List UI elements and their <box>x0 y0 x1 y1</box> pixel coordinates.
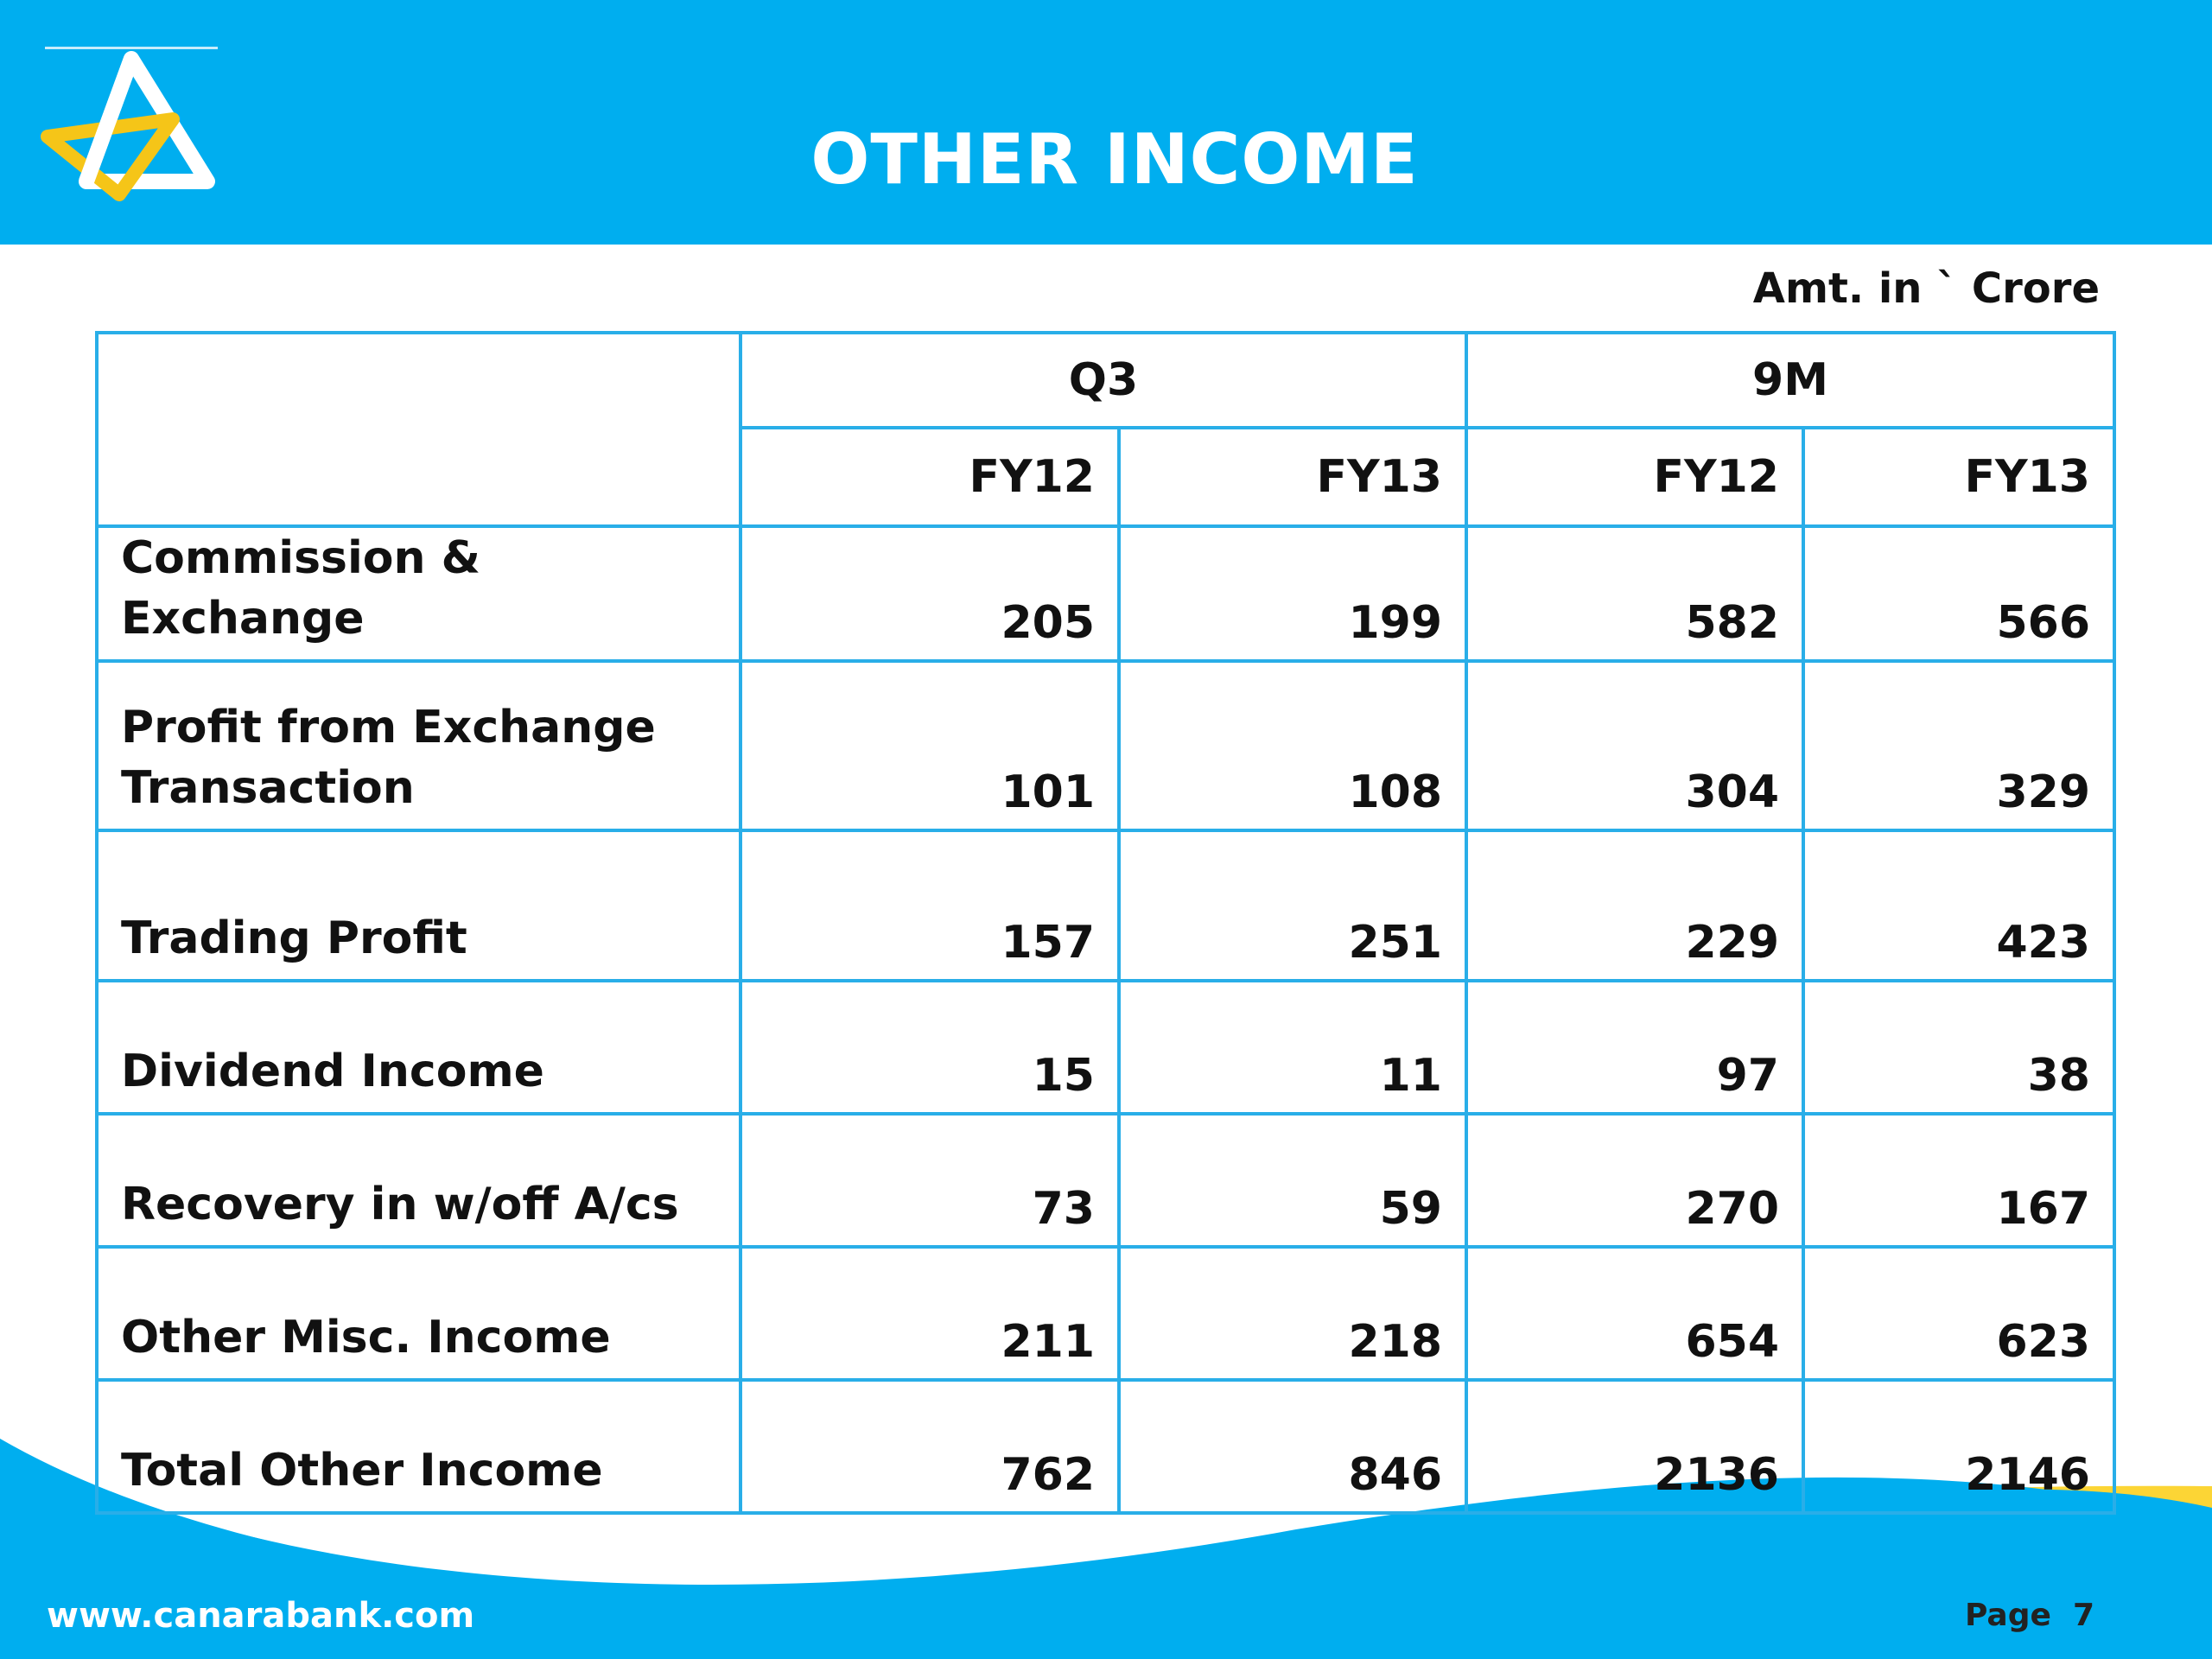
cell-value: 566 <box>1803 526 2114 661</box>
table-row <box>97 1114 2114 1247</box>
cell-value: 423 <box>1803 830 2114 981</box>
cell-value: 270 <box>1466 1114 1803 1247</box>
row-label: Total Other Income <box>97 1380 741 1513</box>
cell-value: 2136 <box>1466 1380 1803 1513</box>
header-blank-cell <box>97 333 741 526</box>
cell-value: 157 <box>741 830 1119 981</box>
slide-title: OTHER INCOME <box>810 119 1419 200</box>
cell-value: 108 <box>1119 661 1466 830</box>
cell-value: 38 <box>1803 981 2114 1114</box>
cell-value: 846 <box>1119 1380 1466 1513</box>
cell-value: 199 <box>1119 526 1466 661</box>
cell-value: 582 <box>1466 526 1803 661</box>
table-row <box>97 661 2114 830</box>
cell-value: 762 <box>741 1380 1119 1513</box>
table-row <box>97 526 2114 661</box>
row-label: Other Misc. Income <box>97 1247 741 1380</box>
cell-value: 329 <box>1803 661 2114 830</box>
cell-value: 304 <box>1466 661 1803 830</box>
group-header-q3: Q3 <box>741 333 1466 428</box>
cell-value: 167 <box>1803 1114 2114 1247</box>
cell-value: 205 <box>741 526 1119 661</box>
row-label: Dividend Income <box>97 981 741 1114</box>
cell-value: 11 <box>1119 981 1466 1114</box>
cell-value: 15 <box>741 981 1119 1114</box>
logo-rule <box>45 47 218 49</box>
cell-value: 229 <box>1466 830 1803 981</box>
footer-url[interactable]: www.canarabank.com <box>47 1596 475 1636</box>
row-label: Trading Profit <box>97 830 741 981</box>
page-indicator <box>1965 1600 2094 1631</box>
other-income-table <box>95 331 2116 1515</box>
cell-value: 2146 <box>1803 1380 2114 1513</box>
cell-value: 73 <box>741 1114 1119 1247</box>
cell-value: 101 <box>741 661 1119 830</box>
cell-value: 59 <box>1119 1114 1466 1247</box>
group-header-9m: 9M <box>1466 333 2114 428</box>
table-row <box>97 981 2114 1114</box>
sub-header-q3-fy12: FY12 <box>741 428 1119 526</box>
sub-header-9m-fy12: FY12 <box>1466 428 1803 526</box>
sub-header-q3-fy13: FY13 <box>1119 428 1466 526</box>
page-number: 7 <box>2072 1598 2095 1633</box>
group-header-row <box>97 333 2114 428</box>
row-label: Profit from Exchange Transaction <box>97 661 741 830</box>
sub-header-9m-fy13: FY13 <box>1803 428 2114 526</box>
table-row <box>97 1247 2114 1380</box>
table-row <box>97 830 2114 981</box>
row-label: Commission & Exchange <box>97 526 741 661</box>
unit-note: Amt. in ` Crore <box>1752 264 2100 313</box>
table-row-total <box>97 1380 2114 1513</box>
cell-value: 251 <box>1119 830 1466 981</box>
page-label: Page <box>1965 1598 2051 1633</box>
cell-value: 654 <box>1466 1247 1803 1380</box>
cell-value: 623 <box>1803 1247 2114 1380</box>
row-label: Recovery in w/off A/cs <box>97 1114 741 1247</box>
cell-value: 211 <box>741 1247 1119 1380</box>
cell-value: 97 <box>1466 981 1803 1114</box>
cell-value: 218 <box>1119 1247 1466 1380</box>
